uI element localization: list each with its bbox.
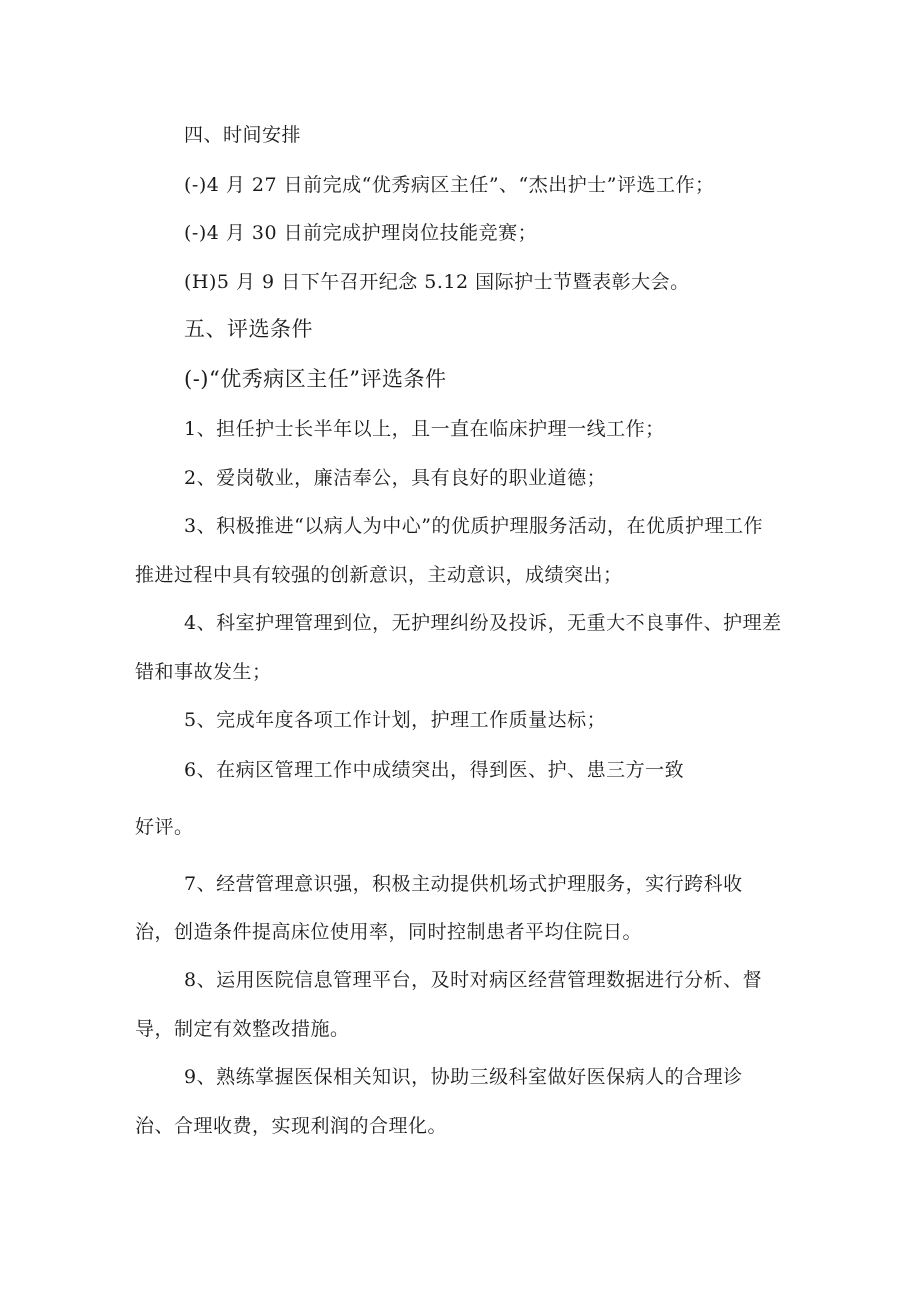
- schedule-item-1: (-)4 月 27 日前完成“优秀病区主任”、“杰出护士”评选工作；: [184, 174, 715, 196]
- section-4-heading: 四、时间安排: [184, 124, 302, 146]
- criteria-line: 4、科室护理管理到位，无护理纠纷及投诉，无重大不良事件、护理差: [184, 612, 782, 634]
- criteria-line: 2、爱岗敬业，廉洁奉公，具有良好的职业道德；: [184, 467, 607, 489]
- criteria-line: 推进过程中具有较强的创新意识，主动意识，成绩突出；: [135, 564, 623, 586]
- criteria-line: 9、熟练掌握医保相关知识，协助三级科室做好医保病人的合理诊: [184, 1066, 743, 1088]
- criteria-line: 好评。: [135, 816, 194, 838]
- criteria-line: 8、运用医院信息管理平台，及时对病区经营管理数据进行分析、督: [184, 969, 763, 991]
- section-5-subheading: (-)“优秀病区主任”评选条件: [184, 367, 447, 391]
- section-5-heading: 五、评选条件: [184, 317, 313, 341]
- criteria-line: 3、积极推进“以病人为中心”的优质护理服务活动，在优质护理工作: [184, 515, 764, 537]
- criteria-line: 5、完成年度各项工作计划，护理工作质量达标；: [184, 709, 607, 731]
- criteria-line: 7、经营管理意识强，积极主动提供机场式护理服务，实行跨科收: [184, 873, 743, 895]
- criteria-line: 治，创造条件提高床位使用率，同时控制患者平均住院日。: [135, 921, 643, 943]
- criteria-line: 错和事故发生；: [135, 661, 272, 683]
- criteria-line: 治、合理收费，实现利润的合理化。: [135, 1115, 448, 1137]
- criteria-line: 1、担任护士长半年以上，且一直在临床护理一线工作；: [184, 418, 665, 440]
- criteria-line: 6、在病区管理工作中成绩突出，得到医、护、患三方一致: [184, 759, 685, 781]
- schedule-item-2: (-)4 月 30 日前完成护理岗位技能竞赛；: [184, 222, 538, 244]
- schedule-item-3: (H)5 月 9 日下午召开纪念 5.12 国际护士节暨表彰大会。: [184, 271, 690, 293]
- criteria-line: 导，制定有效整改措施。: [135, 1018, 350, 1040]
